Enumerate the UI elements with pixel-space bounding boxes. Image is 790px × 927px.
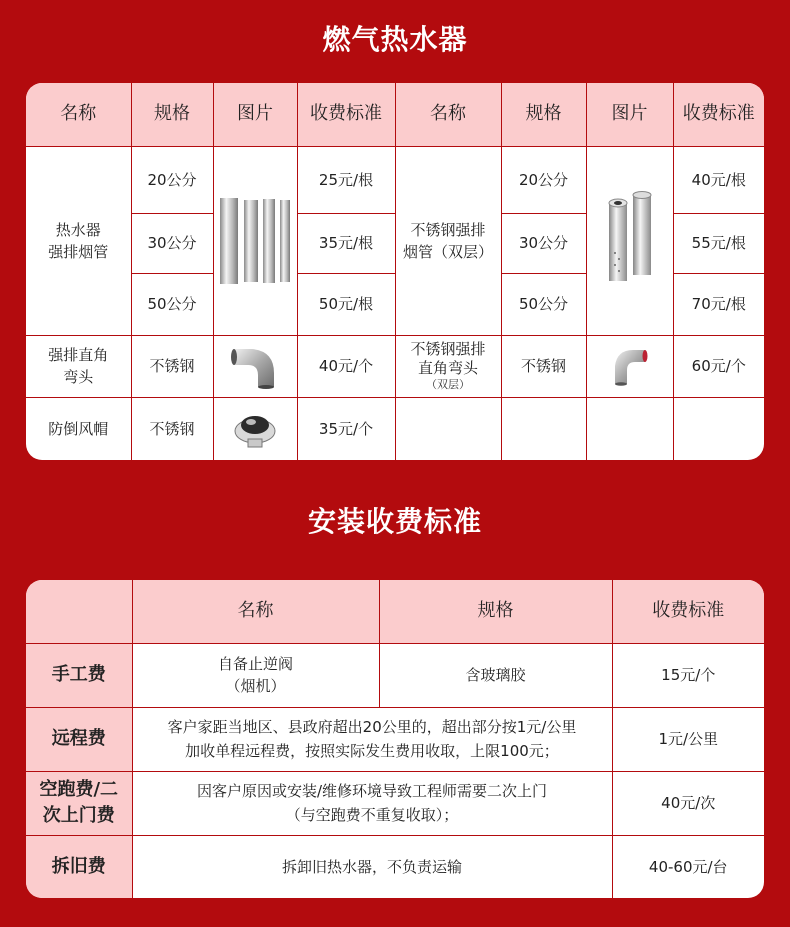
empty-cell <box>395 397 501 460</box>
col-header-name: 名称 <box>132 580 379 643</box>
col-header-price: 收费标准 <box>612 580 764 643</box>
double-pipe-image <box>586 146 673 335</box>
col-header-spec: 规格 <box>379 580 612 643</box>
item-name-wind-cap: 防倒风帽 <box>26 397 131 460</box>
price-cell: 40元/根 <box>673 146 764 213</box>
row-label-removal: 拆旧费 <box>26 835 132 898</box>
price-cell: 55元/根 <box>673 213 764 273</box>
col-header-name-2: 名称 <box>395 83 501 146</box>
col-header-price: 收费标准 <box>297 83 395 146</box>
row-label-distance: 远程费 <box>26 707 132 771</box>
item-name-double-pipe: 不锈钢强排 烟管（双层） <box>395 146 501 335</box>
revisit-description: 因客户原因或安装/维修环境导致工程师需要二次上门 （与空跑费不重复收取）； <box>132 771 612 835</box>
section-title-water-heater: 燃气热水器 <box>322 23 468 56</box>
spec-cell: 不锈钢 <box>501 335 586 397</box>
section-title-install-fees: 安装收费标准 <box>307 505 482 538</box>
table1-header-row <box>26 83 764 146</box>
price-cell: 70元/根 <box>673 273 764 335</box>
spec-cell: 20公分 <box>501 146 586 213</box>
spec-cell: 不锈钢 <box>131 335 213 397</box>
row-label-labor: 手工费 <box>26 643 132 707</box>
price-cell: 40元/个 <box>297 335 395 397</box>
spec-cell: 30公分 <box>131 213 213 273</box>
labor-item-spec: 含玻璃胶 <box>379 643 612 707</box>
spec-cell: 30公分 <box>501 213 586 273</box>
table-row <box>26 335 764 397</box>
item-name-double-elbow <box>395 335 501 397</box>
col-header-image-2: 图片 <box>586 83 673 146</box>
price-cell: 15元/个 <box>612 643 764 707</box>
row-label-revisit: 空跑费/二 次上门费 <box>26 771 132 835</box>
table-row <box>26 643 764 707</box>
double-elbow-image <box>586 335 673 397</box>
wind-cap-image <box>213 397 297 460</box>
empty-cell <box>673 397 764 460</box>
distance-description: 客户家距当地区、县政府超出20公里的，超出部分按1元/公里 加收单程远程费，按照实际发生费用收取，上限100元； <box>132 707 612 771</box>
empty-cell <box>501 397 586 460</box>
table-row <box>26 835 764 898</box>
install-fee-table-card <box>26 580 764 898</box>
empty-cell <box>586 397 673 460</box>
price-cell: 35元/根 <box>297 213 395 273</box>
col-header-spec-2: 规格 <box>501 83 586 146</box>
col-header-image: 图片 <box>213 83 297 146</box>
table-row <box>26 397 764 460</box>
removal-description: 拆卸旧热水器，不负责运输 <box>132 835 612 898</box>
price-cell: 50元/根 <box>297 273 395 335</box>
col-header-price-2: 收费标准 <box>673 83 764 146</box>
price-cell: 40元/次 <box>612 771 764 835</box>
double-elbow-note: （双层） <box>426 378 470 391</box>
col-header-name: 名称 <box>26 83 131 146</box>
price-cell: 40-60元/台 <box>612 835 764 898</box>
spec-cell: 50公分 <box>131 273 213 335</box>
price-cell: 1元/公里 <box>612 707 764 771</box>
install-fee-table <box>26 580 764 898</box>
item-name-elbow: 强排直角 弯头 <box>26 335 131 397</box>
elbow-image <box>213 335 297 397</box>
spec-cell: 不锈钢 <box>131 397 213 460</box>
price-cell: 35元/个 <box>297 397 395 460</box>
col-header-spec: 规格 <box>131 83 213 146</box>
spec-cell: 50公分 <box>501 273 586 335</box>
double-elbow-name: 不锈钢强排 直角弯头 <box>410 340 486 377</box>
price-cell: 60元/个 <box>673 335 764 397</box>
labor-item-name: 自备止逆阀 （烟机） <box>132 643 379 707</box>
accessory-price-table-card <box>26 83 764 460</box>
spec-cell: 20公分 <box>131 146 213 213</box>
corner-cell <box>26 580 132 643</box>
table2-header-row <box>26 580 764 643</box>
table-row <box>26 146 764 213</box>
item-name-single-pipe: 热水器 强排烟管 <box>26 146 131 335</box>
steel-pipes-image <box>213 146 297 335</box>
price-cell: 25元/根 <box>297 146 395 213</box>
table-row <box>26 707 764 771</box>
accessory-price-table <box>26 83 764 460</box>
table-row <box>26 771 764 835</box>
